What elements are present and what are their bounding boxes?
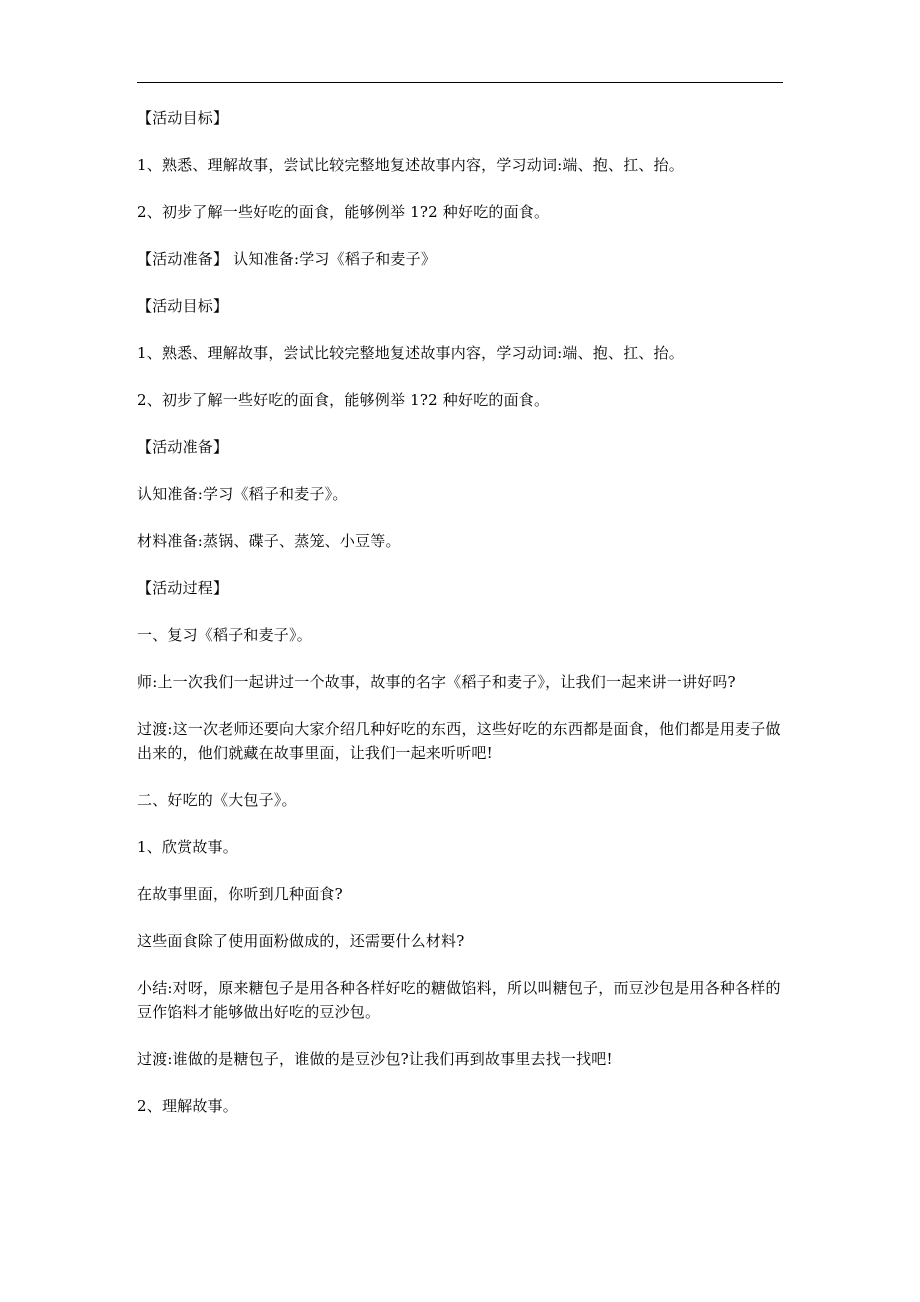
heading-activity-goals: 【活动目标】 — [137, 109, 229, 127]
teacher-prompt: 师:上一次我们一起讲过一个故事，故事的名字《稻子和麦子》，让我们一起来讲一讲好吗? — [137, 673, 736, 691]
prep-cognitive: 认知准备:学习《稻子和麦子》。 — [137, 485, 348, 503]
goal-item-2: 2、初步了解一些好吃的面食，能够例举 1?2 种好吃的面食。 — [137, 203, 550, 221]
process-step-2: 二、好吃的《大包子》。 — [137, 791, 297, 809]
goal-item-1-repeat: 1、熟悉、理解故事，尝试比较完整地复述故事内容，学习动词:端、抱、扛、抬。 — [137, 344, 685, 362]
heading-activity-goals-repeat: 【活动目标】 — [137, 297, 229, 315]
substep-understand-story: 2、理解故事。 — [137, 1097, 238, 1115]
question-1: 在故事里面，你听到几种面食? — [137, 885, 343, 903]
question-2: 这些面食除了使用面粉做成的，还需要什么材料? — [137, 932, 465, 950]
heading-activity-process: 【活动过程】 — [137, 579, 229, 597]
header-rule — [137, 82, 783, 83]
prep-materials: 材料准备:蒸锅、碟子、蒸笼、小豆等。 — [137, 532, 401, 550]
goal-item-2-repeat: 2、初步了解一些好吃的面食，能够例举 1?2 种好吃的面食。 — [137, 391, 550, 409]
heading-activity-prep-inline: 【活动准备】 认知准备:学习《稻子和麦子》 — [137, 250, 437, 268]
process-step-1: 一、复习《稻子和麦子》。 — [137, 626, 312, 644]
substep-appreciate-story: 1、欣赏故事。 — [137, 838, 238, 856]
goal-item-1: 1、熟悉、理解故事，尝试比较完整地复述故事内容，学习动词:端、抱、扛、抬。 — [137, 156, 685, 174]
document-body — [137, 106, 787, 1141]
heading-activity-prep: 【活动准备】 — [137, 438, 229, 456]
transition-1: 过渡:这一次老师还要向大家介绍几种好吃的东西，这些好吃的东西都是面食，他们都是用麦子做出来的，他们就藏在故事里面，让我们一起来听听吧! — [137, 720, 781, 762]
transition-2: 过渡:谁做的是糖包子，谁做的是豆沙包?让我们再到故事里去找一找吧! — [137, 1050, 613, 1068]
summary: 小结:对呀，原来糖包子是用各种各样好吃的糖做馅料，所以叫糖包子，而豆沙包是用各种各样的豆作馅料才能够做出好吃的豆沙包。 — [137, 979, 781, 1021]
